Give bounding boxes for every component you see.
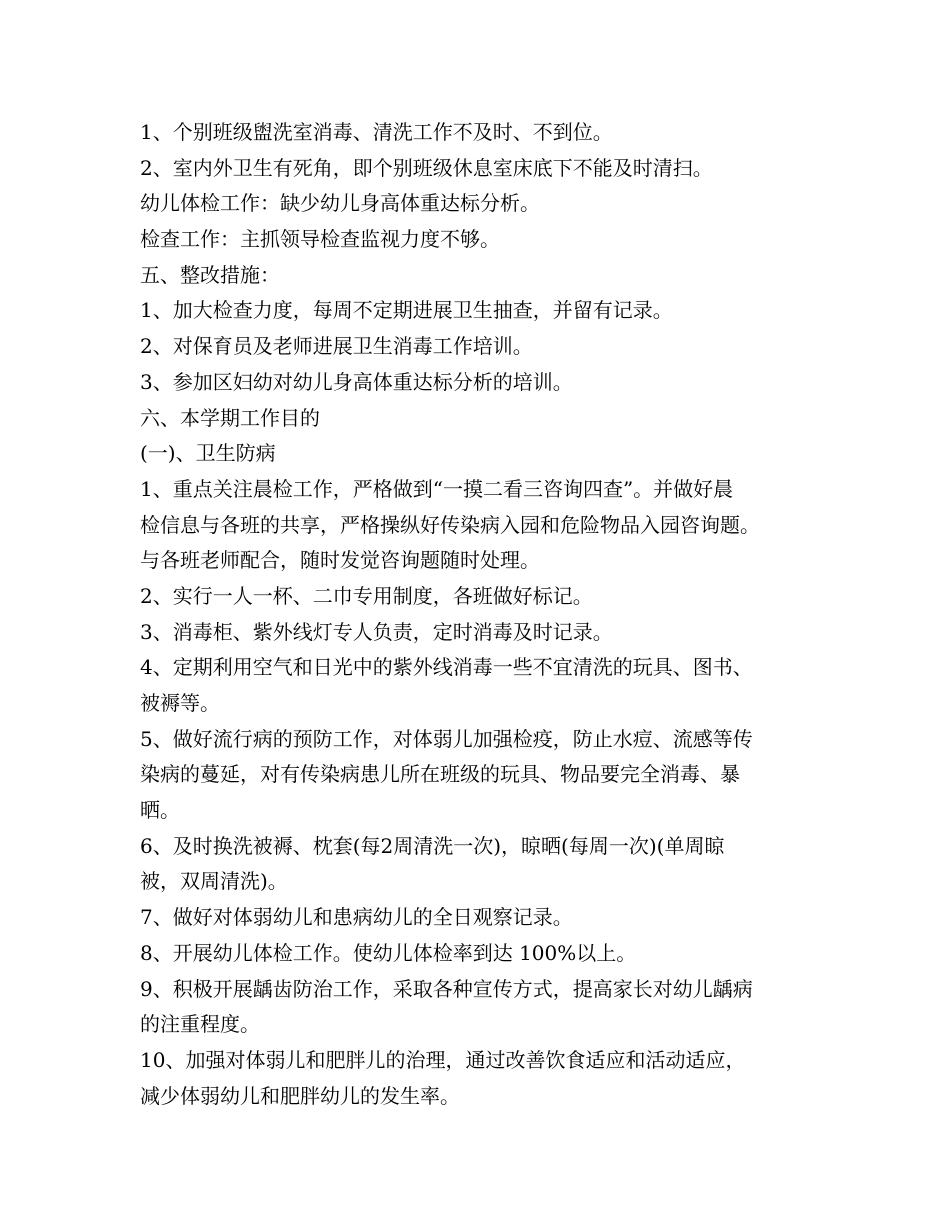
text-line: 2、对保育员及老师进展卫生消毒工作培训。 (140, 334, 533, 359)
text-line: 染病的蔓延，对有传染病患儿所在班级的玩具、物品要完全消毒、暴 (140, 762, 740, 787)
text-line: 的注重程度。 (140, 1012, 260, 1037)
section-heading: 五、整改措施： (140, 262, 280, 287)
text-line: 1、个别班级盥洗室消毒、清洗工作不及时、不到位。 (140, 120, 613, 144)
text-line: 8、开展幼儿体检工作。使幼儿体检率到达 100%以上。 (140, 940, 637, 965)
section-heading: 六、本学期工作目的 (140, 405, 320, 430)
text-line: 9、积极开展龋齿防治工作，采取各种宣传方式，提高家长对幼儿龋病 (140, 976, 753, 1001)
text-line: 3、消毒柜、紫外线灯专人负责，定时消毒及时记录。 (140, 619, 613, 644)
text-line: 检信息与各班的共享，严格操纵好传染病入园和危险物品入园咨询题。 (140, 512, 760, 537)
text-line: 2、实行一人一杯、二巾专用制度，各班做好标记。 (140, 583, 593, 608)
text-line: 晒。 (140, 798, 180, 823)
text-line: 6、及时换洗被褥、枕套(每2周清洗一次)，晾晒(每周一次)(单周晾 (140, 833, 725, 858)
text-line: 被褥等。 (140, 691, 220, 715)
text-line: 2、室内外卫生有死角，即个别班级休息室床底下不能及时清扫。 (140, 155, 713, 180)
document-body (140, 115, 840, 1114)
text-line: 减少体弱幼儿和肥胖幼儿的发生率。 (140, 1083, 460, 1108)
subsection-heading: (一)、卫生防病 (140, 441, 276, 466)
text-line: 1、加大检查力度，每周不定期进展卫生抽查，并留有记录。 (140, 298, 673, 323)
text-line: 3、参加区妇幼对幼儿身高体重达标分析的培训。 (140, 369, 573, 394)
text-line: 4、定期利用空气和日光中的紫外线消毒一些不宜清洗的玩具、图书、 (140, 655, 753, 680)
text-line: 10、加强对体弱儿和肥胖儿的治理，通过改善饮食适应和活动适应， (140, 1047, 746, 1072)
text-line: 7、做好对体弱幼儿和患病幼儿的全日观察记录。 (140, 905, 573, 930)
text-line: 与各班老师配合，随时发觉咨询题随时处理。 (140, 548, 540, 573)
text-line: 幼儿体检工作：缺少幼儿身高体重达标分析。 (140, 191, 540, 216)
text-line: 被，双周清洗)。 (140, 869, 288, 894)
text-line: 1、重点关注晨检工作，严格做到“一摸二看三咨询四查”。并做好晨 (140, 476, 734, 501)
text-line: 检查工作：主抓领导检查监视力度不够。 (140, 227, 500, 252)
text-line: 5、做好流行病的预防工作，对体弱儿加强检疫，防止水痘、流感等传 (140, 726, 753, 751)
